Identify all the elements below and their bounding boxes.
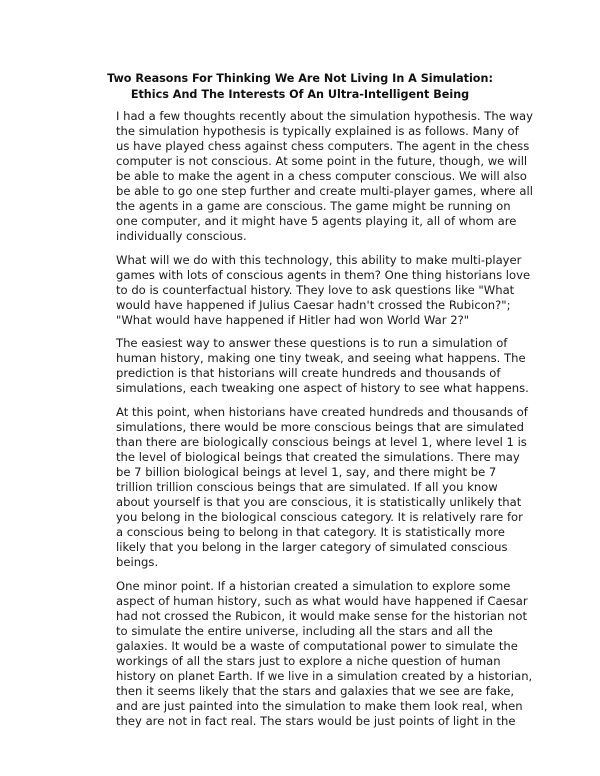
- text-line: and are just painted into the simulation to make them look real, when: [116, 699, 523, 713]
- text-line: to simulate the entire universe, including all the stars and all the: [116, 624, 493, 638]
- text-line: be able to go one step further and create multi-player games, where all: [116, 184, 533, 198]
- document-title-line-1: Two Reasons For Thinking We Are Not Living In A Simulation:: [107, 72, 493, 85]
- text-line: they are not in fact real. The stars would be just points of light in the: [116, 714, 516, 728]
- text-line: computer is not conscious. At some point in the future, though, we will: [116, 154, 528, 168]
- text-line: galaxies. It would be a waste of computational power to simulate the: [116, 639, 518, 653]
- text-line: individually conscious.: [116, 229, 247, 243]
- text-line: then it seems likely that the stars and galaxies that we see are fake,: [116, 684, 515, 698]
- text-line: to do is counterfactual history. They love to ask questions like "What: [116, 283, 515, 297]
- text-line: the simulation hypothesis is typically explained is as follows. Many of: [116, 124, 519, 138]
- text-line: human history, making one tiny tweak, and seeing what happens. The: [116, 351, 526, 365]
- document-title-line-2: Ethics And The Interests Of An Ultra-Intelligent Being: [130, 88, 470, 101]
- text-line: What will we do with this technology, this ability to make multi-player: [116, 253, 522, 267]
- text-line: the level of biological beings that created the simulations. There may: [116, 450, 520, 464]
- text-line: likely that you belong in the larger category of simulated conscious: [116, 540, 508, 554]
- text-line: workings of all the stars just to explore a niche question of human: [116, 654, 501, 668]
- text-line: aspect of human history, such as what would have happened if Caesar: [116, 594, 528, 608]
- text-line: simulations, each tweaking one aspect of history to see what happens.: [116, 381, 529, 395]
- text-line: games with lots of conscious agents in them? One thing historians love: [116, 268, 531, 282]
- text-line: prediction is that historians will create hundreds and thousands of: [116, 366, 501, 380]
- text-line: The easiest way to answer these questions is to run a simulation of: [116, 336, 508, 350]
- text-line: us have played chess against chess computers. The agent in the chess: [116, 139, 530, 153]
- text-line: would have happened if Julius Caesar hadn't crossed the Rubicon?";: [116, 298, 511, 312]
- text-line: than there are biologically conscious beings at level 1, where level 1 is: [116, 435, 527, 449]
- text-line: had not crossed the Rubicon, it would make sense for the historian not: [116, 609, 528, 623]
- text-line: be able to make the agent in a chess computer conscious. We will also: [116, 169, 527, 183]
- text-line: one computer, and it might have 5 agents playing it, all of whom are: [116, 214, 517, 228]
- text-line: history on planet Earth. If we live in a simulation created by a historian,: [116, 669, 533, 683]
- text-line: "What would have happened if Hitler had won World War 2?": [116, 313, 470, 327]
- text-line: the agents in a game are conscious. The game might be running on: [116, 199, 511, 213]
- text-line: At this point, when historians have created hundreds and thousands of: [116, 405, 528, 419]
- text-line: One minor point. If a historian created a simulation to explore some: [116, 579, 511, 593]
- text-line: a conscious being to belong in that category. It is statistically more: [116, 525, 505, 539]
- text-line: you belong in the biological conscious category. It is relatively rare for: [116, 510, 523, 524]
- text-line: be 7 billion biological beings at level 1, say, and there might be 7: [116, 465, 497, 479]
- text-line: simulations, there would be more conscious beings that are simulated: [116, 420, 524, 434]
- text-line: beings.: [116, 555, 159, 569]
- text-line: I had a few thoughts recently about the simulation hypothesis. The way: [116, 109, 533, 123]
- text-line: about yourself is that you are conscious, it is statistically unlikely that: [116, 495, 522, 509]
- text-line: trillion trillion conscious beings that are simulated. If all you know: [116, 480, 498, 494]
